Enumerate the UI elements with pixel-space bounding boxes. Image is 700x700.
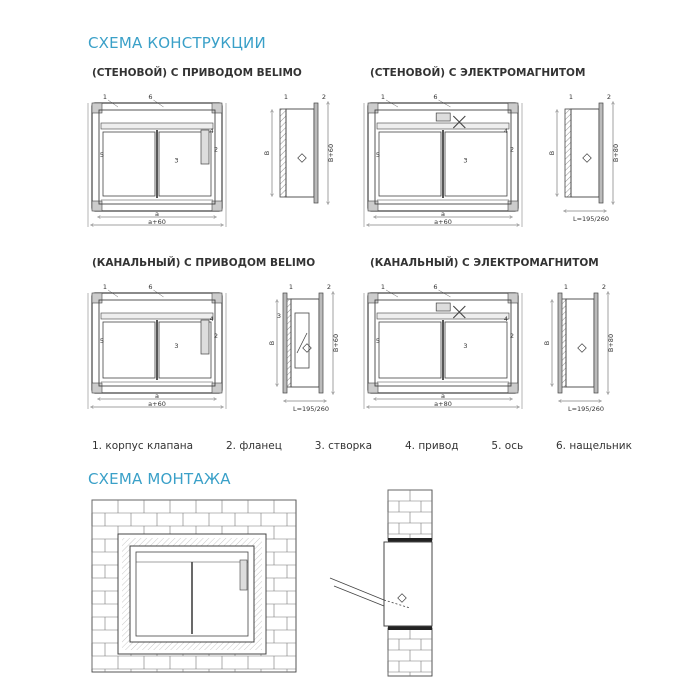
callout-number: 2 [213, 145, 219, 154]
dimension-l-label: L=195/260 [572, 215, 610, 223]
callout-number: 2 [326, 283, 332, 291]
dimension-b-total-label: B+60 [332, 333, 340, 353]
callout-number: 1 [380, 283, 386, 291]
dimension-b-total-label: B+80 [612, 143, 620, 163]
dimension-l-label: L=195/260 [292, 405, 330, 413]
callout-number: 1 [102, 93, 108, 101]
construction-heading: СХЕМА КОНСТРУКЦИИ [88, 34, 266, 52]
callout-number: 4 [503, 315, 509, 323]
brick-wall-side-top [388, 490, 432, 540]
variant-title-wall-belimo: (СТЕНОВОЙ) С ПРИВОДОМ BELIMO [92, 67, 302, 79]
callout-number: 1 [102, 283, 108, 291]
callout-number: 6 [148, 93, 153, 101]
callout-number: 5 [375, 337, 381, 345]
mounted-actuator [240, 560, 247, 590]
dimension-b-total-label: B+80 [607, 333, 615, 353]
dimension-a-total-label: a+60 [148, 218, 166, 226]
callout-number: 3 [174, 342, 179, 350]
dimension-b-label: B [263, 150, 271, 156]
callout-number: 2 [213, 332, 219, 340]
legend-item-1: 1. корпус клапана [92, 440, 194, 452]
callout-number: 5 [375, 151, 381, 159]
legend-item-6: 6. нащельник [556, 440, 632, 452]
dimension-a-total-label: a+60 [148, 400, 166, 408]
callout-number: 6 [433, 93, 438, 101]
dimension-b-label: B [543, 340, 551, 346]
callout-number: 1 [568, 93, 574, 101]
legend-item-2: 2. фланец [225, 440, 282, 452]
variant-title-duct-magnet: (КАНАЛЬНЫЙ) С ЭЛЕКТРОМАГНИТОМ [370, 257, 599, 269]
callout-number: 4 [503, 127, 509, 136]
duct-line-a [330, 578, 384, 600]
callout-number: 1 [380, 93, 386, 101]
callout-number: 2 [509, 145, 515, 154]
variant-title-duct-belimo: (КАНАЛЬНЫЙ) С ПРИВОДОМ BELIMO [92, 257, 316, 269]
dimension-a-label: a [155, 210, 159, 218]
callout-number: 4 [209, 315, 214, 323]
dimension-a-label: a [441, 210, 445, 218]
callout-number: 2 [509, 332, 515, 340]
dimension-a-label: a [155, 392, 159, 400]
legend-item-5: 5. ось [491, 440, 524, 452]
callout-number: 1 [563, 283, 569, 291]
callout-number: 3 [463, 342, 468, 350]
callout-number: 2 [601, 283, 607, 291]
dimension-a-total-label: a+60 [434, 218, 452, 226]
callout-number: 2 [606, 93, 612, 101]
callout-number: 6 [433, 283, 438, 291]
callout-number: 3 [174, 156, 179, 165]
callout-number: 3 [463, 156, 468, 165]
seal-top [388, 538, 432, 542]
callout-number: 6 [148, 283, 153, 291]
legend-item-3: 3. створка [314, 440, 373, 452]
valve-section [384, 542, 432, 626]
callout-number: 2 [321, 93, 327, 101]
callout-number: 4 [209, 127, 214, 136]
dimension-a-label: a [441, 392, 445, 400]
callout-number: 1 [288, 283, 294, 291]
seal-bottom [388, 626, 432, 630]
duct-line-b [334, 586, 384, 606]
dimension-b-label: B [268, 340, 276, 346]
callout-number: 5 [99, 337, 105, 345]
mounting-views [92, 490, 432, 676]
mounting-heading: СХЕМА МОНТАЖА [88, 470, 231, 488]
legend-item-4: 4. привод [404, 440, 459, 452]
brick-wall-side-bottom [388, 628, 432, 676]
dimension-l-label: L=195/260 [567, 405, 605, 413]
callout-number: 5 [99, 151, 105, 159]
variant-title-wall-magnet: (СТЕНОВОЙ) С ЭЛЕКТРОМАГНИТОМ [370, 67, 586, 79]
dimension-b-label: B [548, 150, 556, 156]
dimension-a-total-label: a+80 [434, 400, 452, 408]
dimension-b-total-label: B+60 [327, 143, 335, 163]
callout-number: 3 [276, 312, 282, 320]
callout-number: 1 [283, 93, 289, 101]
